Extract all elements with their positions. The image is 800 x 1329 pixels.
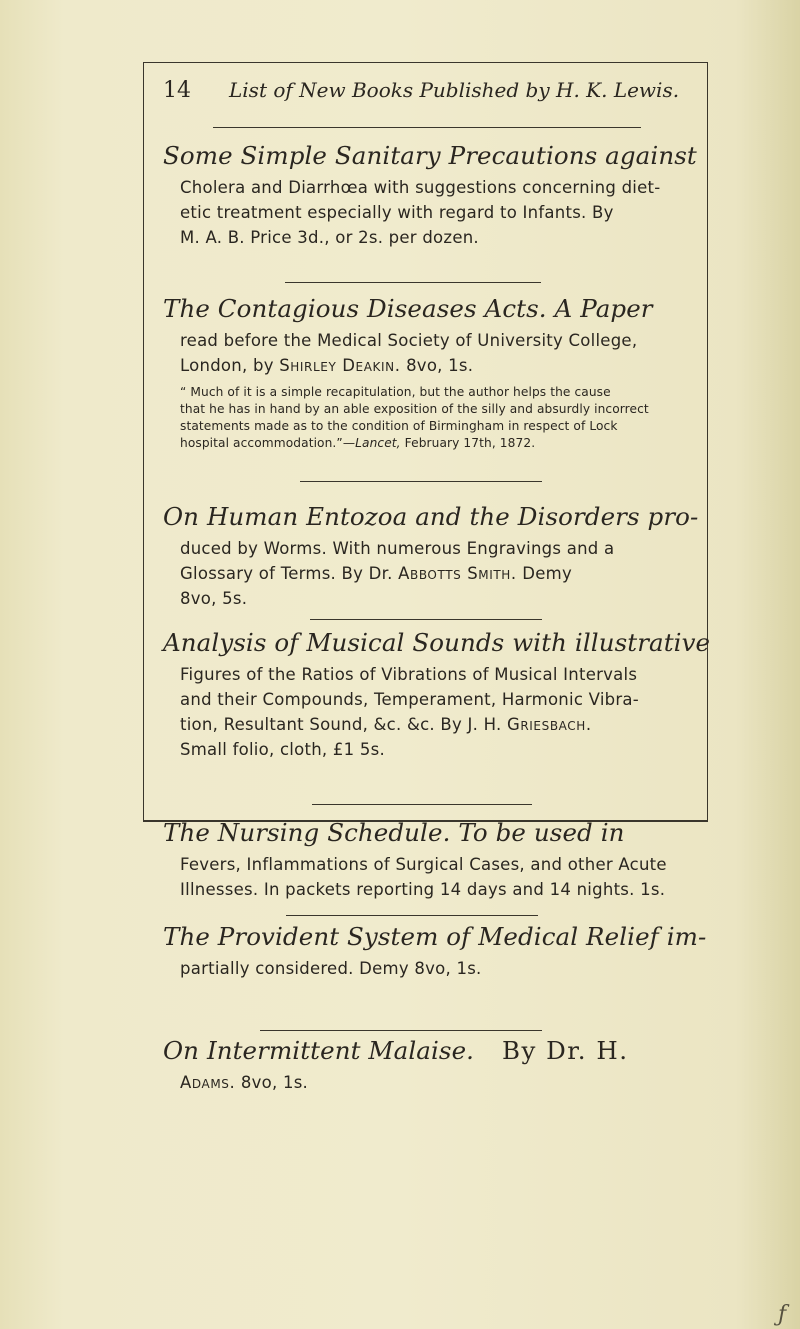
entry-title: The Nursing Schedule. To be used in xyxy=(163,818,625,847)
entry-line: partially considered. Demy 8vo, 1s. xyxy=(180,959,482,978)
entry-line: duced by Worms. With numerous Engravings and a xyxy=(180,539,615,558)
entry-description xyxy=(180,956,663,981)
entry-text: 8vo, 1s. xyxy=(240,1073,309,1092)
divider-rule xyxy=(213,127,641,128)
quote-line: statements made as to the condition of Birmingham in respect of Lock xyxy=(180,419,618,433)
entry-description xyxy=(180,662,663,762)
entry-title xyxy=(163,1036,663,1066)
book-entry xyxy=(163,922,707,981)
entry-line: Fevers, Inflammations of Surgical Cases, and other Acute xyxy=(180,855,667,874)
author-name: Abbotts Smith. xyxy=(398,564,517,583)
entry-description xyxy=(180,536,663,611)
entry-title: Analysis of Musical Sounds with illustrative xyxy=(163,628,711,657)
entry-line xyxy=(180,353,663,378)
quote-line: that he has in hand by an able exposition of the silly and absurdly incorrect xyxy=(180,402,649,416)
book-entry xyxy=(163,628,711,762)
entry-line xyxy=(180,561,663,586)
entry-line: and their Compounds, Temperament, Harmonic Vibra- xyxy=(180,690,639,709)
divider-rule xyxy=(285,282,541,283)
running-title: List of New Books Published by H. K. Lewis. xyxy=(229,78,680,102)
entry-title: The Contagious Diseases Acts. A Paper xyxy=(163,294,653,323)
book-entry xyxy=(163,818,667,902)
entry-description xyxy=(180,175,663,250)
running-head xyxy=(163,78,680,112)
entry-text: London, by xyxy=(180,356,274,375)
quote-date: February 17th, 1872. xyxy=(404,436,536,450)
entry-text: Demy xyxy=(522,564,572,583)
quote-line: “ Much of it is a simple recapitulation, but the author helps the cause xyxy=(180,385,611,399)
entry-description xyxy=(180,328,663,452)
entry-description xyxy=(180,1070,663,1095)
book-entry xyxy=(163,502,699,611)
quote-source: Lancet, xyxy=(355,436,401,450)
entry-line: 8vo, 5s. xyxy=(180,589,248,608)
entry-line: Figures of the Ratios of Vibrations of Musical Intervals xyxy=(180,665,638,684)
corner-mark: ƒ xyxy=(778,1302,787,1327)
divider-rule xyxy=(300,481,542,482)
entry-line xyxy=(180,1070,663,1095)
entry-line: etic treatment especially with regard to Infants. By xyxy=(180,203,614,222)
author-name: Griesbach. xyxy=(506,715,592,734)
entry-description xyxy=(180,852,667,902)
entry-line xyxy=(180,712,663,737)
quote-line xyxy=(180,435,663,452)
entry-title: Some Simple Sanitary Precautions against xyxy=(163,141,697,170)
book-entry xyxy=(163,294,663,452)
divider-rule xyxy=(312,804,532,805)
divider-rule xyxy=(310,619,542,620)
entry-line: M. A. B. Price 3d., or 2s. per dozen. xyxy=(180,228,479,247)
entry-line: Cholera and Diarrhœa with suggestions concerning diet- xyxy=(180,178,661,197)
entry-title-italic: On Intermittent Malaise. xyxy=(163,1036,475,1065)
quote-text: hospital accommodation.”— xyxy=(180,436,356,450)
divider-rule xyxy=(260,1030,542,1031)
review-quote xyxy=(180,384,663,452)
entry-title: On Human Entozoa and the Disorders pro- xyxy=(163,502,699,531)
entry-text: tion, Resultant Sound, &c. &c. By J. H. xyxy=(180,715,502,734)
author-name: Adams. xyxy=(180,1073,236,1092)
entry-line: Illnesses. In packets reporting 14 days and 14 nights. 1s. xyxy=(180,880,666,899)
entry-title: The Provident System of Medical Relief im- xyxy=(163,922,707,951)
entry-line: read before the Medical Society of University College, xyxy=(180,331,638,350)
entry-text: Glossary of Terms. By Dr. xyxy=(180,564,393,583)
entry-line: Small folio, cloth, £1 5s. xyxy=(180,740,385,759)
entry-text: 8vo, 1s. xyxy=(406,356,474,375)
entry-title-roman: By Dr. H. xyxy=(501,1036,629,1065)
page-number: 14 xyxy=(163,78,191,103)
author-name: Shirley Deakin. xyxy=(279,356,401,375)
book-entry xyxy=(163,141,697,250)
divider-rule xyxy=(286,915,538,916)
book-entry xyxy=(163,1036,663,1095)
